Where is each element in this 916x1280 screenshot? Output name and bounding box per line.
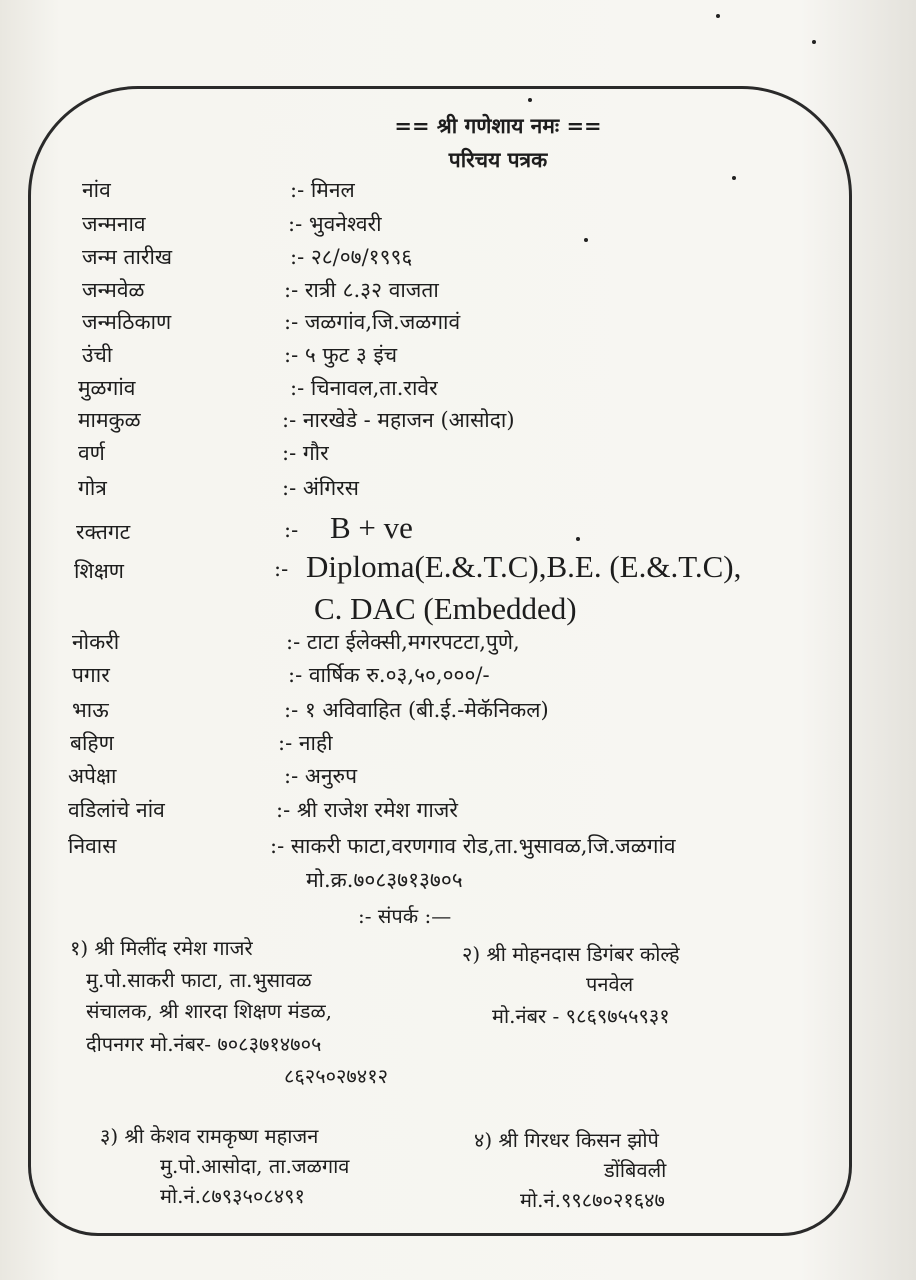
field-value: :- रात्री ८.३२ वाजता [284,278,439,302]
field-label: बहिण [70,731,114,755]
contact-2-phone: मो.नंबर - ९८६९७५५९३१ [492,1004,670,1028]
field-label: नोकरी [72,630,120,654]
contact-3-name: ३) श्री केशव रामकृष्ण महाजन [100,1124,319,1148]
contact-1-address: मु.पो.साकरी फाटा, ता.भुसावळ [86,968,312,992]
field-value: :- श्री राजेश रमेश गाजरे [276,798,458,822]
contact-2-place: पनवेल [586,972,634,996]
scan-speck [576,537,580,541]
scan-speck [716,14,720,18]
contact-1-name: १) श्री मिलींद रमेश गाजरे [70,936,253,960]
field-row-native-village [0,374,916,408]
field-label: जन्म तारीख [82,245,173,269]
field-label: अपेक्षा [68,764,117,788]
field-label: भाऊ [72,698,109,722]
field-label: जन्मठिकाण [82,310,172,334]
document-title: परिचय पत्रक [448,147,548,172]
field-row-expectation [0,762,916,796]
field-row-complexion [0,439,916,473]
field-value: :- जळगांव,जि.जळगावं [284,310,461,334]
field-value: :- [284,518,299,542]
field-value: :- अनुरुप [284,764,358,788]
field-label: जन्मवेळ [82,278,145,302]
field-value: :- [274,557,289,581]
contact-3-address: मु.पो.आसोदा, ता.जळगाव [160,1154,350,1178]
field-row-brother [0,696,916,730]
field-value: :- भुवनेश्वरी [288,212,382,236]
field-label: निवास [68,834,117,858]
field-label: रक्तगट [76,520,131,544]
field-label: उंची [82,343,113,367]
field-value: :- चिनावल,ता.रावेर [290,376,438,400]
field-label: मामकुळ [78,408,141,432]
field-row-salary [0,661,916,695]
field-row-birth-name [0,210,916,244]
field-value: :- २८/०७/१९९६ [290,245,413,269]
field-value: :- अंगिरस [282,476,359,500]
field-value: :- साकरी फाटा,वरणगाव रोड,ता.भुसावळ,जि.जळगांव [270,834,676,858]
field-value: :- ५ फुट ३ इंच [284,343,398,367]
field-row-job [0,628,916,662]
contact-4-place: डोंबिवली [604,1158,667,1182]
field-row-residence [0,832,916,892]
field-label: वर्ण [78,441,105,465]
field-row-blood-group [0,512,916,546]
field-row-height [0,341,916,375]
field-row-sister [0,729,916,763]
field-value-latin-line2: C. DAC (Embedded) [314,591,577,626]
scan-speck [584,238,588,242]
field-value: :- मिनल [290,178,355,202]
field-row-birth-time [0,276,916,310]
field-label: वडिलांचे नांव [68,798,165,822]
scan-speck [812,40,816,44]
field-row-father-name [0,796,916,830]
field-label: पगार [72,663,110,687]
contact-1-designation: संचालक, श्री शारदा शिक्षण मंडळ, [86,999,333,1023]
contact-4-phone: मो.नं.९९८७०२१६४७ [520,1188,665,1212]
field-label: नांव [82,178,111,202]
field-row-gotra [0,474,916,508]
field-value: :- टाटा ईलेक्सी,मगरपटटा,पुणे, [286,630,520,654]
field-row-education [0,549,916,626]
contact-2-name: २) श्री मोहनदास डिगंबर कोल्हे [462,942,680,966]
field-label: जन्मनाव [82,212,146,236]
field-value-latin: Diploma(E.&.T.C),B.E. (E.&.T.C), [306,549,742,584]
field-value-line2: मो.क्र.७०८३७१३७०५ [306,868,463,892]
scan-speck [732,176,736,180]
field-value: :- नाही [278,731,333,755]
contact-4-name: ४) श्री गिरधर किसन झोपे [474,1128,659,1152]
field-row-birth-date [0,243,916,277]
field-value: :- नारखेडे - महाजन (आसोदा) [282,408,515,432]
field-label: शिक्षण [74,559,124,583]
contact-heading: :- संपर्क :— [358,904,452,928]
contact-3-phone: मो.नं.८७९३५०८४९१ [160,1184,305,1208]
field-label: मुळगांव [78,376,136,400]
field-value: :- गौर [282,441,329,465]
scan-speck [528,98,532,102]
field-row-maternal-family [0,406,916,440]
field-row-birth-place [0,308,916,342]
field-value: :- १ अविवाहित (बी.ई.-मेकॅनिकल) [284,698,549,722]
field-value-latin: B + ve [330,510,413,545]
contact-1-phone: दीपनगर मो.नंबर- ७०८३७१४७०५ [86,1032,322,1056]
field-value: :- वार्षिक रु.०३,५०,०००/- [288,663,490,687]
field-row-name [0,176,916,210]
field-label: गोत्र [78,476,107,500]
contact-1-phone-2: ८६२५०२७४१२ [284,1064,388,1088]
invocation-line: == श्री गणेशाय नमः == [394,113,602,138]
